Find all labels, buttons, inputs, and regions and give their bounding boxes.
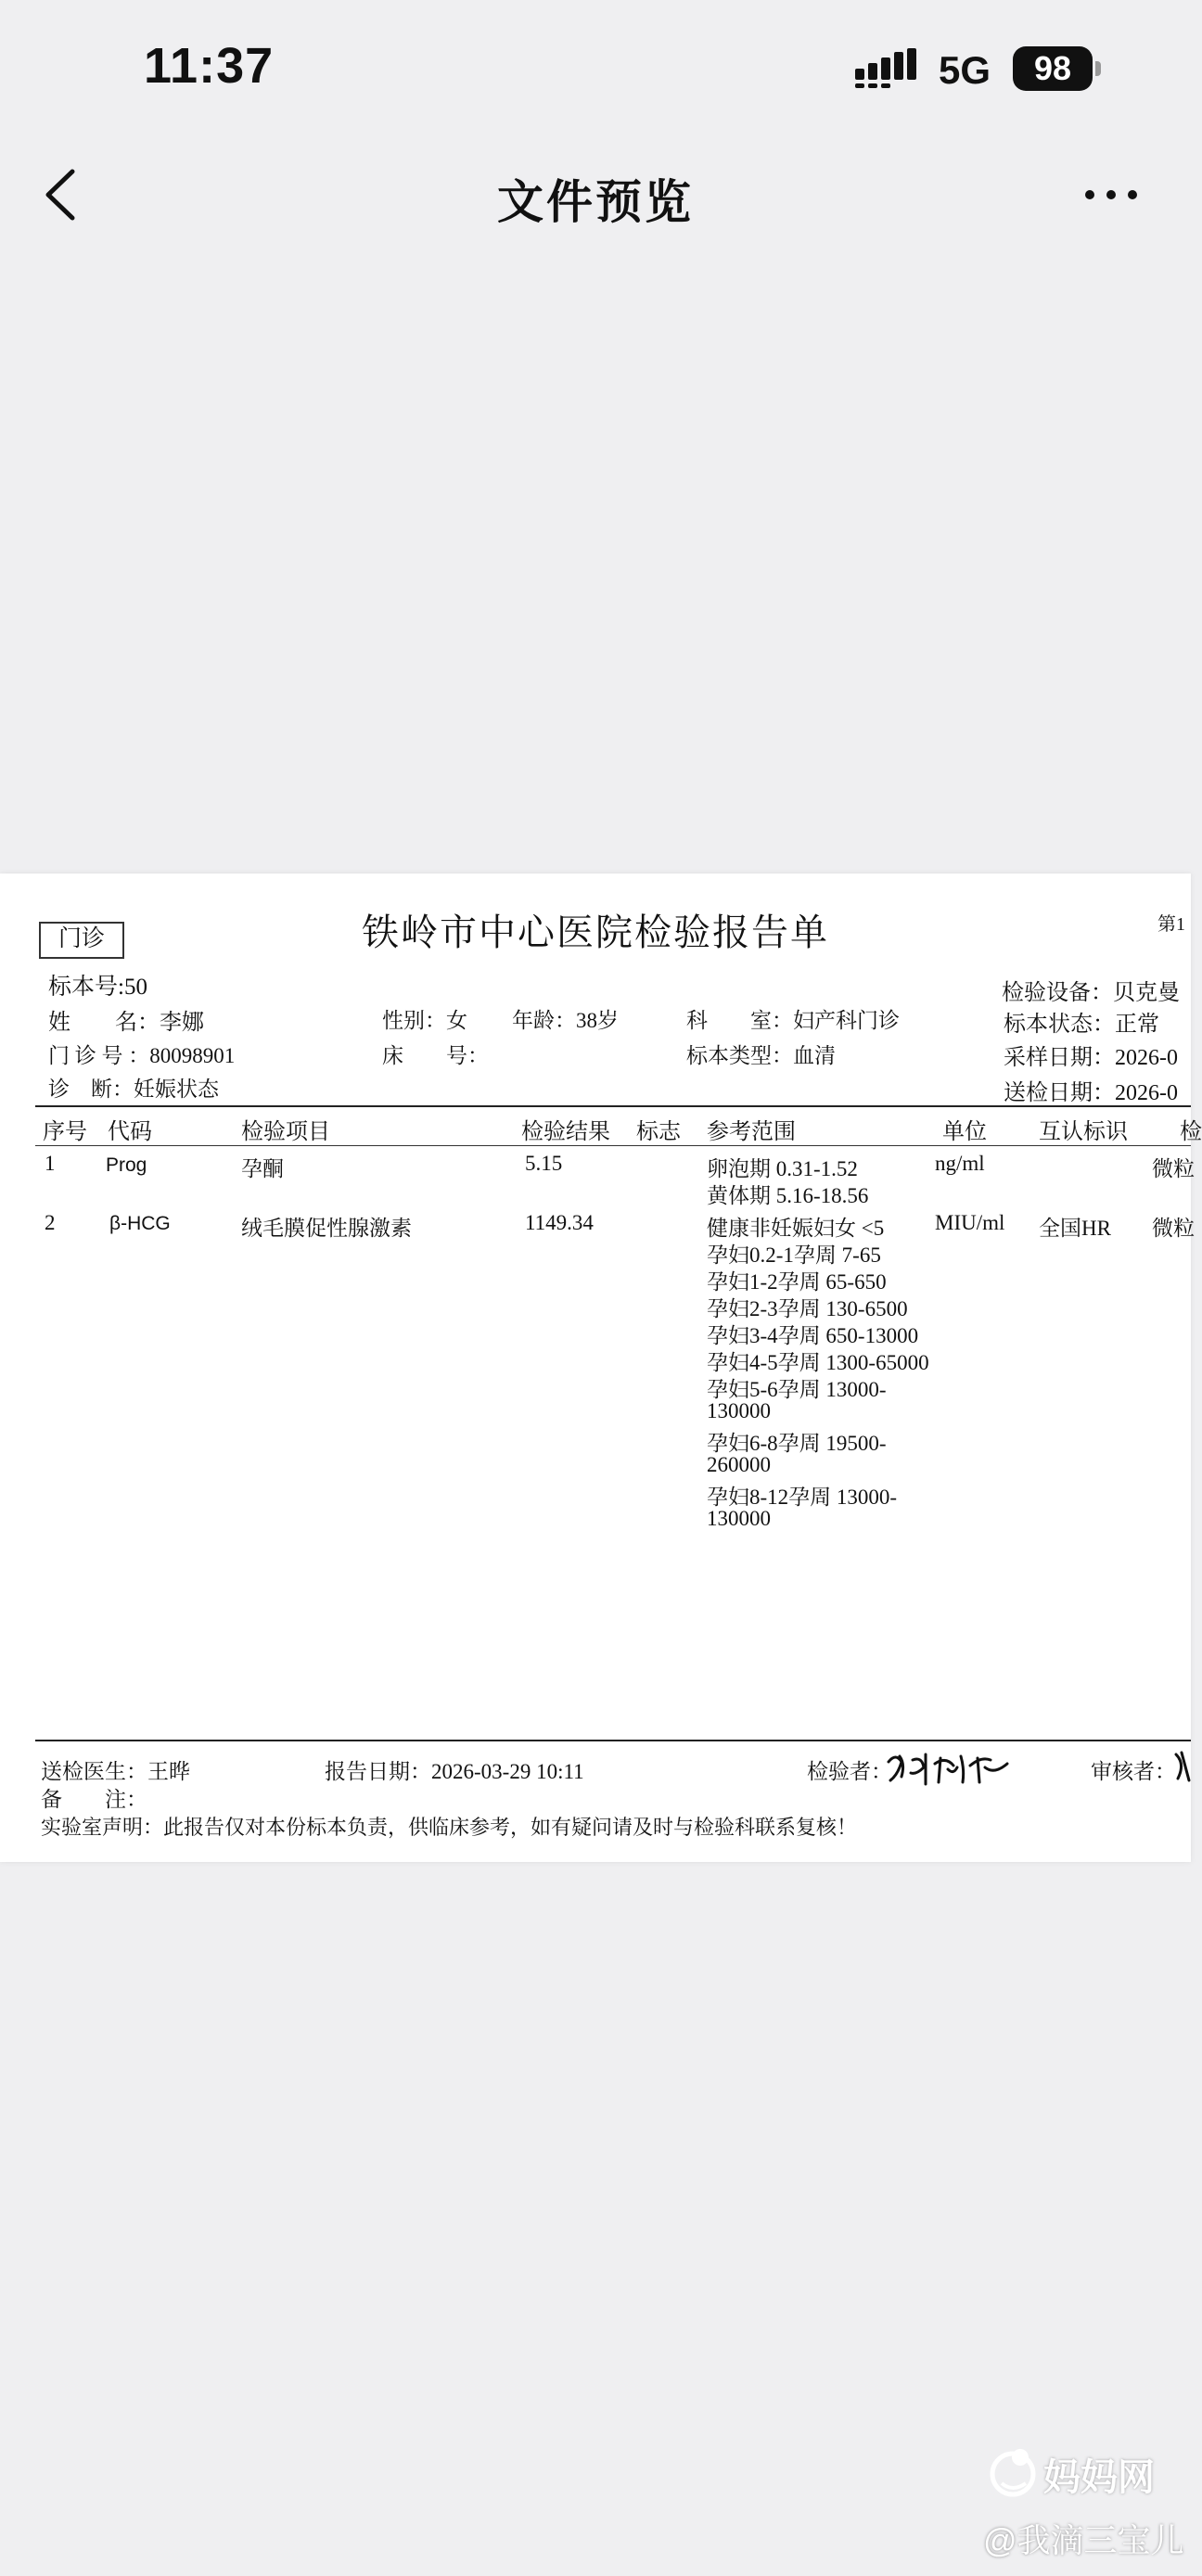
reference-range-line: 孕妇3-4孕周 650-13000: [707, 1324, 919, 1347]
row-result: 5.15: [525, 1152, 563, 1175]
lab-disclaimer: 实验室声明：此报告仅对本份标本负责，供临床参考，如有疑问请及时与检验科联系复核！: [41, 1816, 858, 1839]
col-header-no: 序号: [43, 1120, 87, 1144]
reference-range-line: 孕妇4-5孕周 1300-65000: [707, 1351, 929, 1374]
sampling-date: 采样日期：2026-0: [1004, 1046, 1178, 1070]
header-bottom-rule: [35, 1145, 1191, 1146]
watermark-user: @我滴三宝儿: [983, 2521, 1184, 2559]
reference-range-line: 孕妇5-6孕周 13000-: [707, 1378, 887, 1401]
table-top-rule: [35, 1105, 1191, 1107]
row-unit: ng/ml: [935, 1152, 985, 1175]
more-options-icon[interactable]: [1083, 185, 1139, 204]
bed-number: 床 号：: [382, 1044, 489, 1067]
patient-gender: 性别：女: [382, 1009, 467, 1032]
row-method: 微粒: [1152, 1157, 1195, 1180]
col-header-method: 检: [1180, 1120, 1202, 1144]
status-time: 11:37: [144, 38, 275, 94]
row-unit: MIU/ml: [935, 1211, 1005, 1234]
battery-tip: [1095, 61, 1101, 76]
reference-range-line: 孕妇1-2孕周 65-650: [707, 1270, 887, 1294]
row-mutual: 全国HR: [1039, 1217, 1111, 1240]
reference-range-line: 卵泡期 0.31-1.52: [707, 1157, 858, 1180]
col-header-flag: 标志: [636, 1120, 681, 1144]
department: 科 室：妇产科门诊: [686, 1009, 900, 1032]
reference-range-line: 130000: [707, 1507, 771, 1530]
row-code: Prog: [106, 1154, 147, 1176]
reviewer-signature: [1172, 1749, 1191, 1786]
reference-range-line: 孕妇0.2-1孕周 7-65: [707, 1243, 881, 1267]
page-number: 第1: [1157, 914, 1185, 935]
reference-range-line: 130000: [707, 1399, 771, 1422]
network-type: 5G: [939, 48, 991, 92]
reference-range-line: 黄体期 5.16-18.56: [707, 1184, 869, 1207]
battery-icon: [1013, 46, 1093, 91]
col-header-result: 检验结果: [521, 1120, 610, 1144]
col-header-code: 代码: [108, 1120, 152, 1144]
col-header-mutual: 互认标识: [1039, 1120, 1128, 1144]
reference-range-line: 孕妇2-3孕周 130-6500: [707, 1297, 908, 1320]
sample-type: 标本类型：血清: [686, 1044, 836, 1067]
nav-bar: [0, 139, 1191, 250]
visit-type-tag: 门诊: [39, 922, 124, 959]
signal-strength-icon: [855, 48, 920, 89]
patient-age: 年龄：38岁: [512, 1009, 619, 1032]
row-item: 绒毛膜促性腺激素: [241, 1217, 412, 1240]
document-page[interactable]: [0, 874, 1202, 1862]
diagnosis: 诊 断：妊娠状态: [48, 1078, 219, 1101]
row-item: 孕酮: [241, 1157, 284, 1180]
reference-range-line: 孕妇6-8孕周 19500-: [707, 1432, 887, 1455]
send-doctor: 送检医生：王晔: [41, 1760, 190, 1783]
row-no: 2: [45, 1211, 56, 1234]
reference-range-line: 健康非妊娠妇女 <5: [707, 1217, 885, 1240]
page-title: 文件预览: [497, 176, 694, 228]
patient-name: 姓 名：李娜: [48, 1011, 204, 1035]
reference-range-line: 孕妇8-12孕周 13000-: [707, 1486, 898, 1509]
row-result: 1149.34: [525, 1211, 594, 1234]
sample-number: 标本号:50: [48, 975, 147, 1000]
row-method: 微粒: [1152, 1217, 1195, 1240]
send-date: 送检日期：2026-0: [1004, 1081, 1178, 1105]
tester-signature: [881, 1745, 1020, 1792]
tester-label: 检验者：: [807, 1760, 892, 1783]
reviewer-label: 审核者：: [1091, 1760, 1176, 1783]
report-date: 报告日期：2026-03-29 10:11: [325, 1760, 584, 1783]
sample-status: 标本状态：正常: [1004, 1013, 1159, 1037]
table-bottom-rule: [35, 1740, 1191, 1741]
col-header-item: 检验项目: [241, 1120, 330, 1144]
row-code: β-HCG: [109, 1213, 171, 1234]
status-bar: [0, 0, 1191, 139]
test-device: 检验设备：贝克曼: [1002, 981, 1180, 1005]
col-header-reference: 参考范围: [707, 1120, 796, 1144]
remark: 备 注：: [41, 1788, 147, 1811]
watermark-site: 妈妈网: [1043, 2457, 1155, 2498]
row-no: 1: [45, 1152, 56, 1175]
outpatient-number: 门 诊 号 ：80098901: [48, 1044, 236, 1067]
col-header-unit: 单位: [942, 1120, 987, 1144]
reference-range-line: 260000: [707, 1453, 771, 1476]
report-title: 铁岭市中心医院检验报告单: [362, 912, 829, 953]
battery-level: 98: [1033, 49, 1072, 87]
